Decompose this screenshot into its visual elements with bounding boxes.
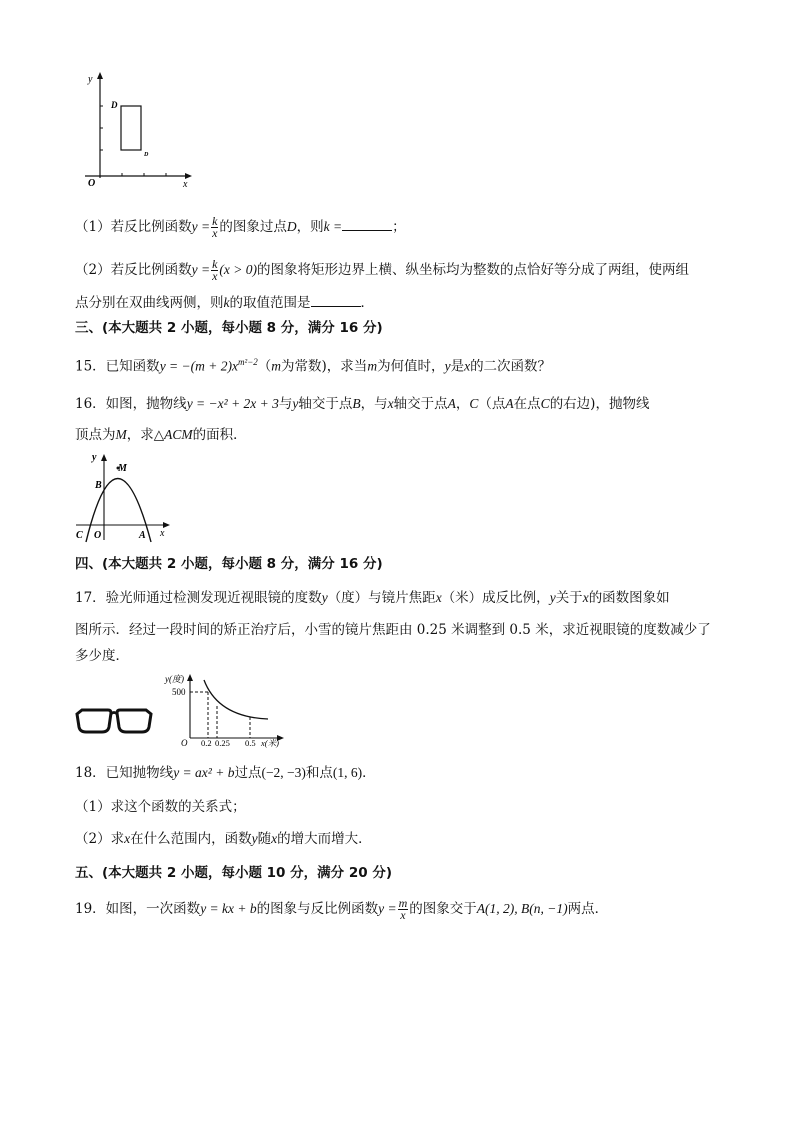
glasses-icon [74,700,154,744]
fraction-m-over-x: $\frac{m}{x}$ [398,896,408,922]
vertex-m-label: M [118,463,127,474]
axis-y-label: y [88,74,93,85]
fig-y-label: y [92,452,97,463]
point-c-label: C [76,530,83,541]
question-17-line1: 17．验光师通过检测发现近视眼镜的度数y（度）与镜片焦距x（米）成反比例，y关于x的函数图象如 [75,590,670,606]
lens-graph [160,672,295,752]
q14-part2-line2: 点分别在双曲线两侧，则k的取值范围是 ． [75,292,725,313]
origin-label: O [88,178,96,189]
point-corner-label: D [144,152,149,158]
parabola-figure [72,450,172,545]
rectangle-figure [80,70,195,190]
answer-blank [342,216,392,231]
question-18-part2: （2）求x在什么范围内，函数y随x的增大而增大． [75,831,372,847]
fraction-k-over-x: $\frac{k}{x}$ [212,257,218,283]
point-b-label: B [95,480,102,491]
graph-x1: 0.2 [201,738,212,748]
graph-ylabel: y(度) [165,674,184,684]
question-17-line3: 多少度． [75,648,129,664]
answer-blank [311,292,361,307]
graph-x2: 0.25 [215,738,230,748]
question-17-line2: 图所示．经过一段时间的矫正治疗后，小雪的镜片焦距由 0.25 米调整到 0.5 米，求近视眼镜的度数减少了 [75,622,711,638]
question-16-line2: 顶点为M，求△ACM的面积． [75,427,247,443]
question-16-line1: 16．如图，抛物线y = −x² + 2x + 3与y轴交于点B，与x轴交于点A，C（点A在点C的右边)，抛物线 [75,396,650,412]
question-15: 15．已知函数$y = -(m + 2)x^{m^2-2}(m$为常数)，求当m为何值时，y是x的二次函数？ [75,357,552,375]
q14-part2-line1: （2）若反比例函数y = $\frac{k}{x}$ (x > 0)的图象将矩形边界上横、纵坐标均为整数的点恰好等分成了两组，使两组 [75,257,689,283]
section-4-heading: 四、(本大题共 2 小题，每小题 8 分，满分 16 分) [75,556,383,572]
axis-x-label: x [183,179,188,190]
point-a-label: A [139,530,146,541]
section-3-heading: 三、(本大题共 2 小题，每小题 8 分，满分 16 分) [75,320,383,336]
graph-xlabel: x(米) [261,738,279,748]
question-19: 19．如图，一次函数y = kx + b的图象与反比例函数y = $\frac{m}{x}$ 的图象交于A(1, 2), B(n, −1)两点． [75,896,609,922]
section-5-heading: 五、(本大题共 2 小题，每小题 10 分，满分 20 分) [75,865,393,881]
graph-origin: O [181,738,188,748]
fraction-k-over-x: $\frac{k}{x}$ [212,214,218,240]
q14-part1: （1）若反比例函数y = $\frac{k}{x}$ 的图象过点D，则k = ； [75,214,406,240]
origin-o-label: O [94,530,102,541]
fig-x-label: x [160,528,165,539]
graph-x3: 0.5 [245,738,256,748]
question-18: 18．已知抛物线y = ax² + b过点(−2, −3)和点(1, 6)． [75,765,376,781]
graph-y500: 500 [172,687,186,697]
question-18-part1: （1）求这个函数的关系式； [75,799,246,815]
point-d-label: D [111,100,118,110]
